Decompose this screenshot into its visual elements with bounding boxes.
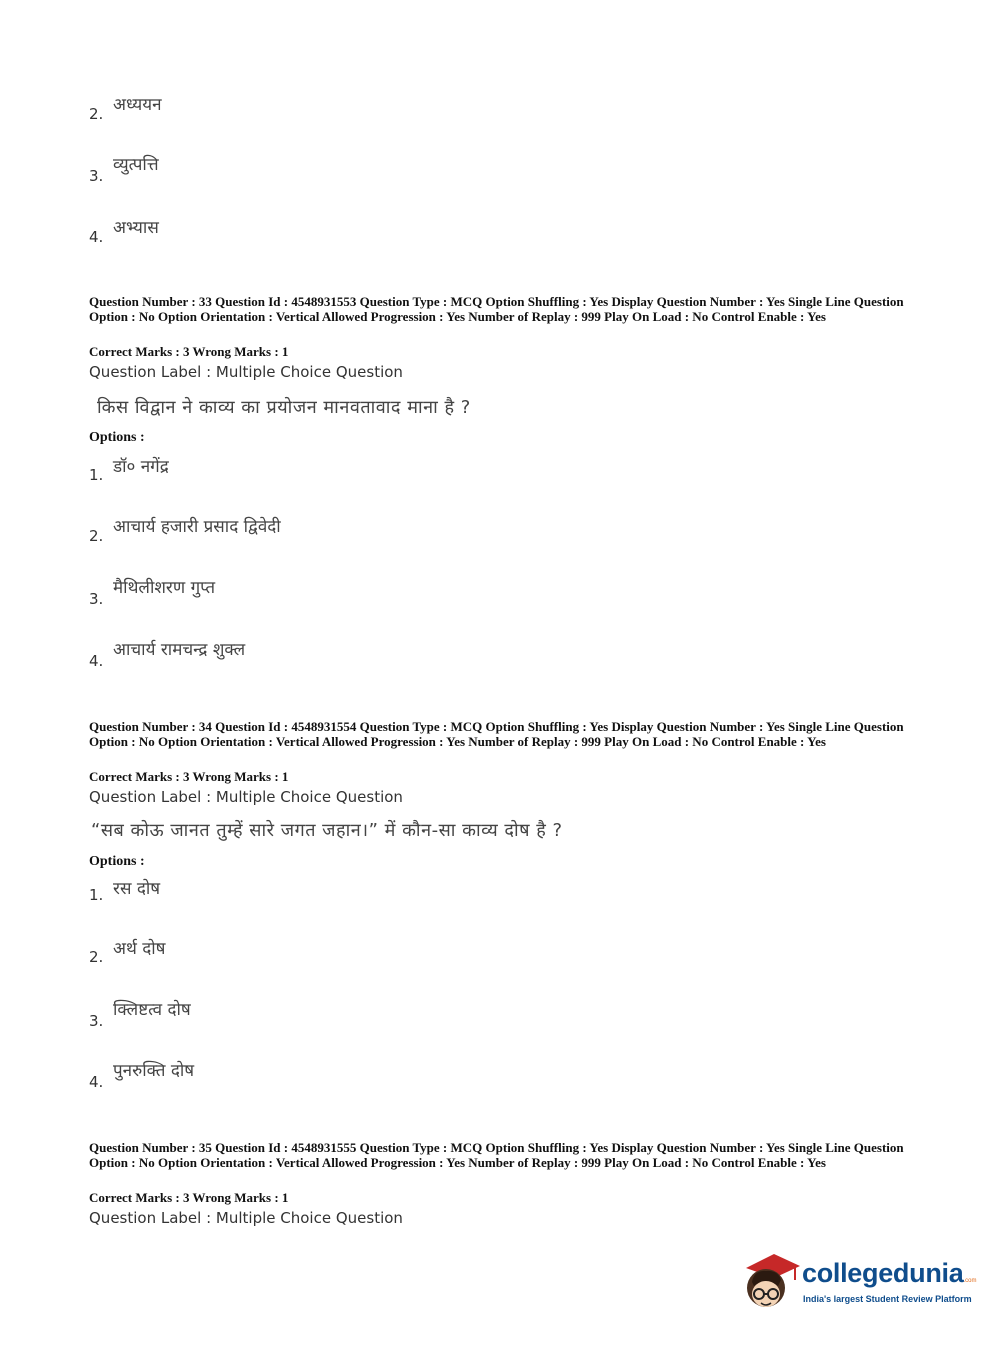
question-marks: Correct Marks : 3 Wrong Marks : 1 — [89, 344, 289, 359]
question-meta: Question Number : 33 Question Id : 4548931553 Question Type : MCQ Option Shuffling : Yes Display Question Number : Yes Single Line Question Option : No Option Orientation : Vertical Allowed Progression : Yes Number of Replay : 999 Play On Load : No Control Enable : Yes — [89, 294, 904, 324]
options-heading: Options : — [89, 854, 145, 869]
option-number: 3. — [89, 167, 104, 185]
option-number: 2. — [89, 948, 104, 966]
logo-tagline: India's largest Student Review Platform — [803, 1294, 972, 1304]
mascot-icon — [740, 1250, 800, 1314]
option-number: 4. — [89, 228, 104, 246]
option-number: 1. — [89, 886, 104, 904]
option-text: आचार्य रामचन्द्र शुक्ल — [113, 640, 246, 660]
option-text: अर्थ दोष — [113, 939, 166, 959]
option-number: 3. — [89, 1012, 104, 1030]
option-number: 4. — [89, 1073, 104, 1091]
option-number: 4. — [89, 652, 104, 670]
option-number: 3. — [89, 590, 104, 608]
question-text: “सब कोऊ जानत तुम्हें सारे जगत जहान।” में कौन-सा काव्य दोष है ? — [91, 820, 563, 841]
question-label: Question Label : Multiple Choice Question — [89, 788, 403, 806]
question-meta: Question Number : 34 Question Id : 4548931554 Question Type : MCQ Option Shuffling : Yes Display Question Number : Yes Single Line Question Option : No Option Orientation : Vertical Allowed Progression : Yes Number of Replay : 999 Play On Load : No Control Enable : Yes — [89, 719, 904, 749]
question-meta: Question Number : 35 Question Id : 4548931555 Question Type : MCQ Option Shuffling : Yes Display Question Number : Yes Single Line Question Option : No Option Orientation : Vertical Allowed Progression : Yes Number of Replay : 999 Play On Load : No Control Enable : Yes — [89, 1140, 904, 1170]
option-text: रस दोष — [113, 879, 161, 899]
option-text: क्लिष्टत्व दोष — [113, 1000, 191, 1020]
question-marks: Correct Marks : 3 Wrong Marks : 1 — [89, 769, 289, 784]
options-heading: Options : — [89, 430, 145, 445]
option-number: 1. — [89, 466, 104, 484]
question-label: Question Label : Multiple Choice Question — [89, 1209, 403, 1227]
question-marks: Correct Marks : 3 Wrong Marks : 1 — [89, 1190, 289, 1205]
option-number: 2. — [89, 105, 104, 123]
option-text: अभ्यास — [113, 218, 159, 238]
option-text: आचार्य हजारी प्रसाद द्विवेदी — [113, 517, 281, 537]
question-label: Question Label : Multiple Choice Question — [89, 363, 403, 381]
question-text: किस विद्वान ने काव्य का प्रयोजन मानवतावाद माना है ? — [97, 397, 471, 418]
option-text: पुनरुक्ति दोष — [113, 1061, 195, 1081]
option-text: डॉ० नगेंद्र — [113, 457, 169, 477]
logo-domain: .com — [963, 1278, 977, 1284]
option-text: मैथिलीशरण गुप्त — [113, 578, 216, 598]
option-text: व्युत्पत्ति — [113, 155, 159, 175]
logo-wordmark: collegedunia — [802, 1258, 964, 1288]
collegedunia-logo — [740, 1250, 977, 1314]
option-number: 2. — [89, 527, 104, 545]
option-text: अध्ययन — [113, 95, 162, 115]
